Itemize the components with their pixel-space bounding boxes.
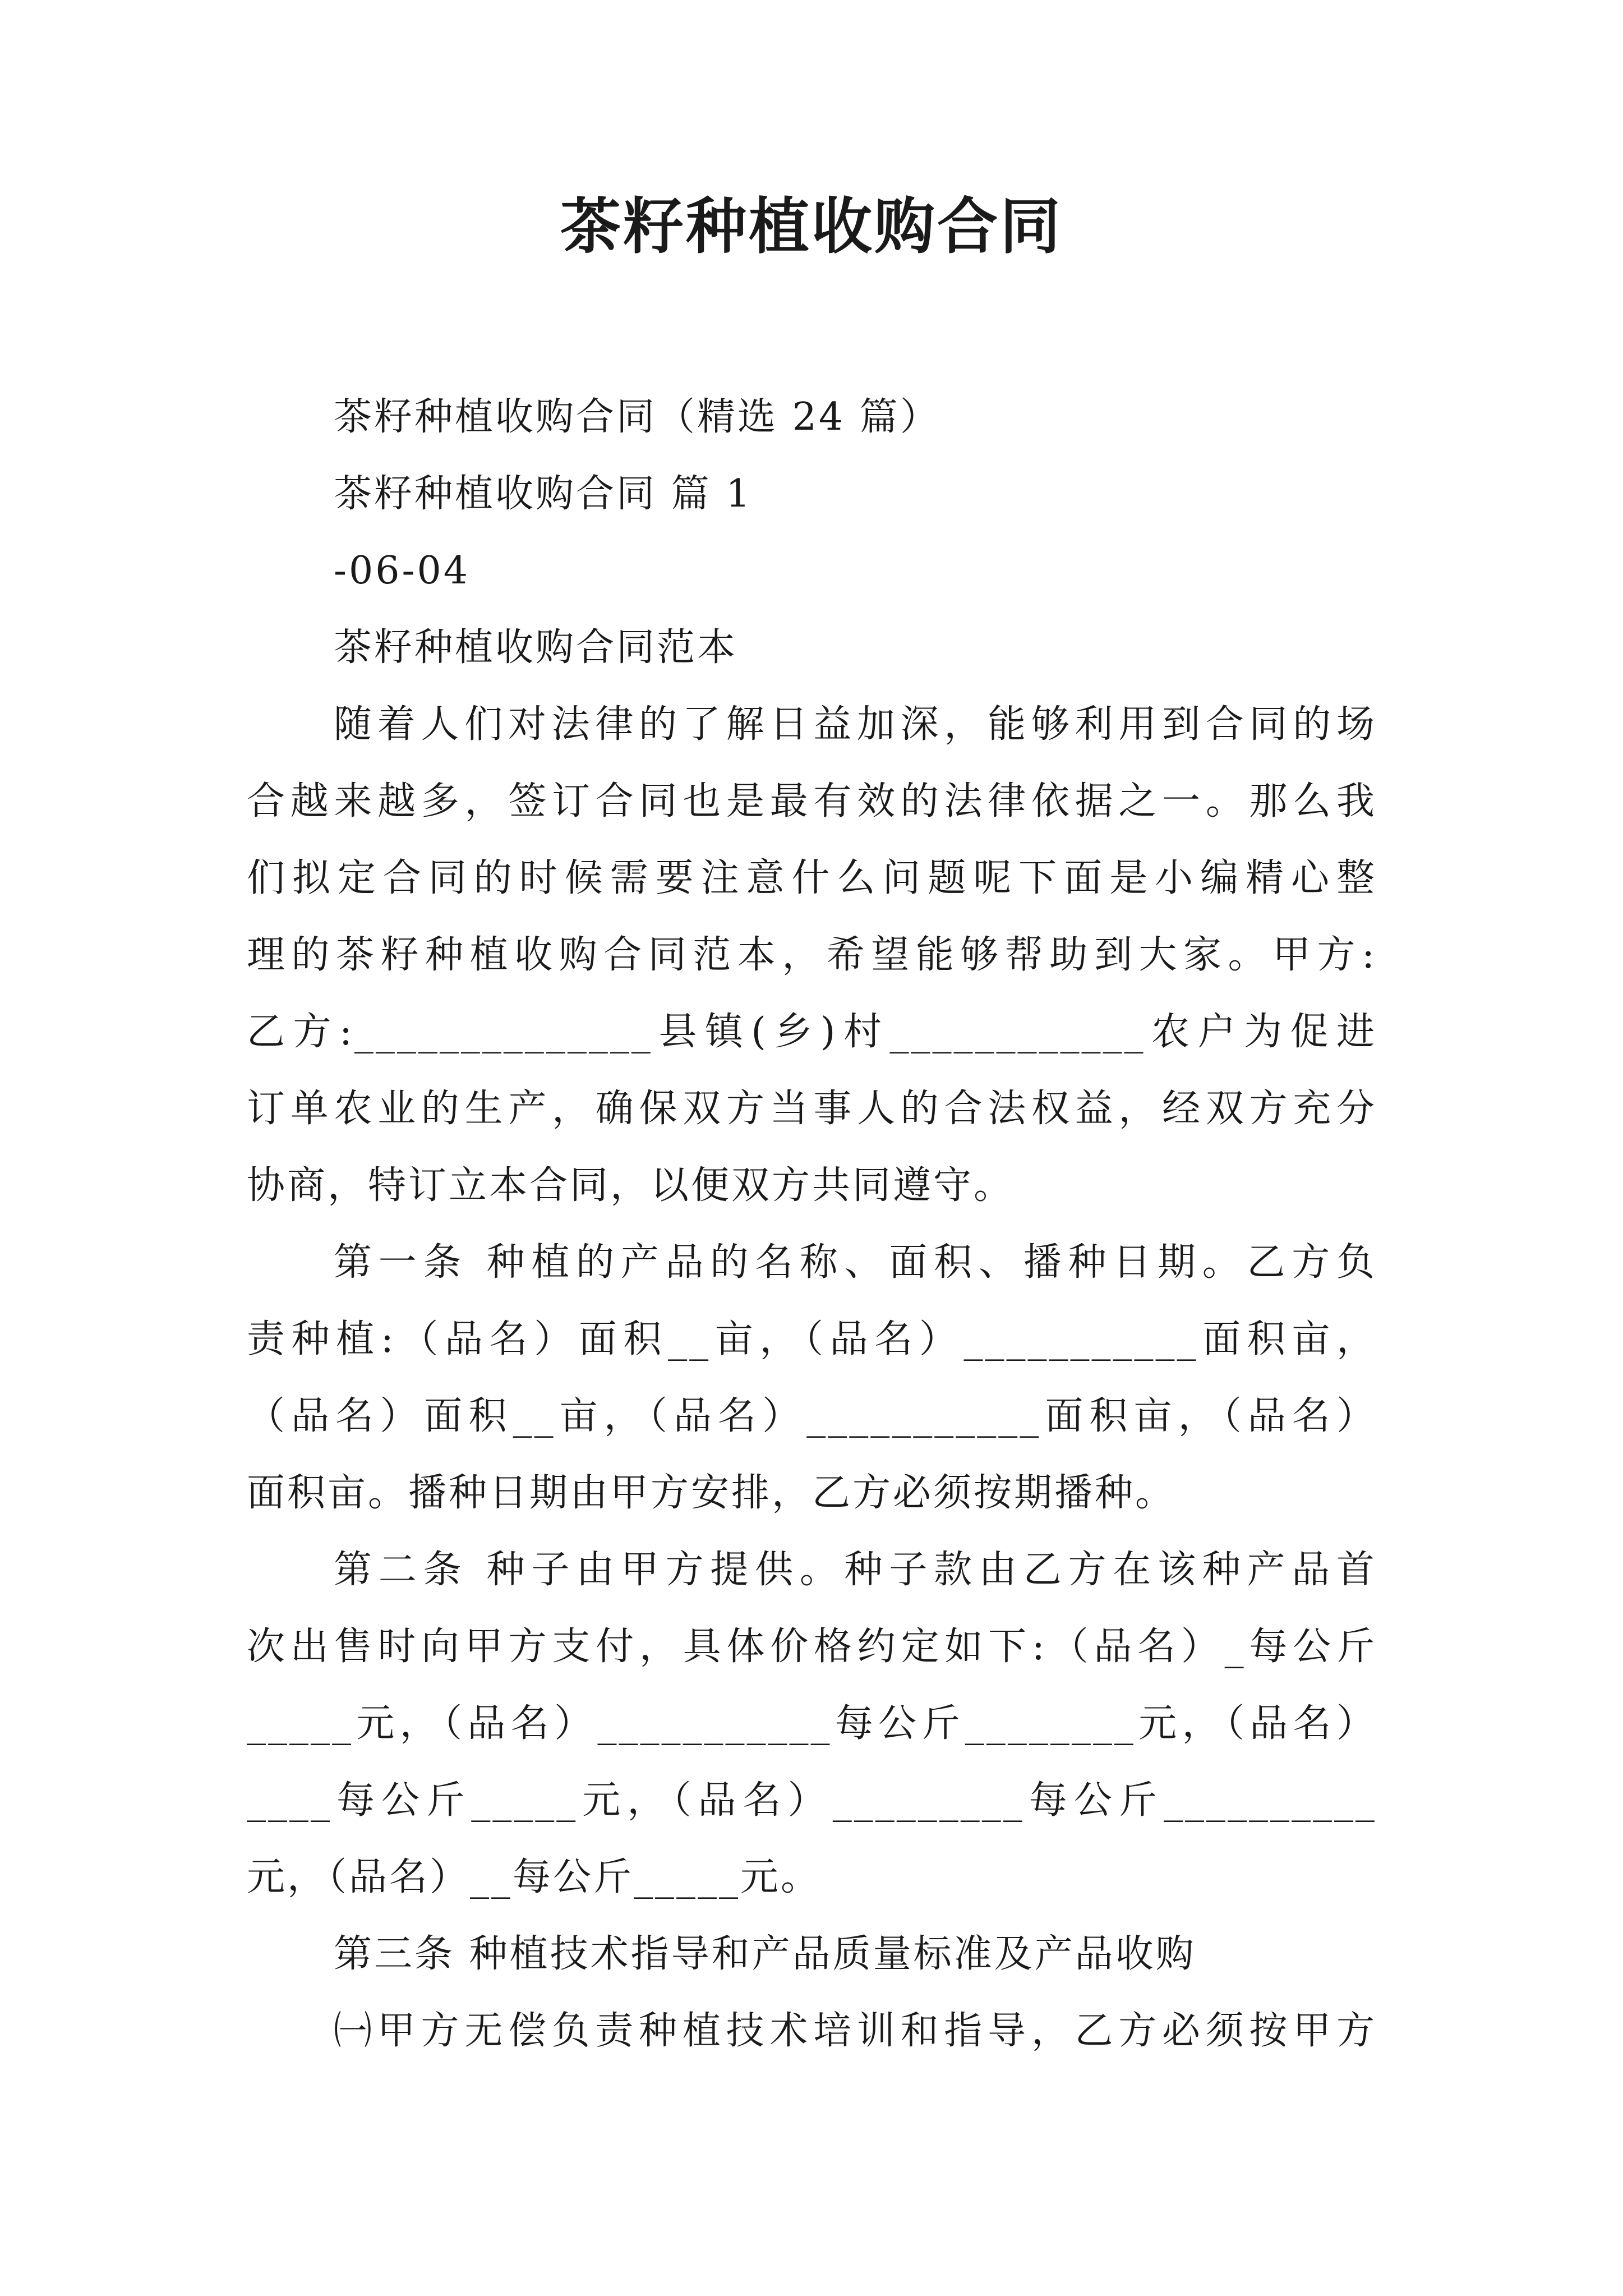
- text-line: ㈠甲方无偿负责种植技术培训和指导，乙方必须按甲方: [334, 2009, 1377, 2053]
- text-line: ____每公斤_____元，（品名）_________每公斤__________: [247, 1778, 1377, 1823]
- text-line: 茶籽种植收购合同（精选 24 篇）: [334, 395, 940, 439]
- text-line: 协商，特订立本合同，以便双方共同遵守。: [247, 1163, 1015, 1208]
- text-line: 乙方:______________县镇(乡)村____________农户为促进: [247, 1010, 1377, 1054]
- document-title: 茶籽种植收购合同: [560, 191, 1063, 262]
- text-line: 订单农业的生产，确保双方当事人的合法权益，经双方充分: [247, 1087, 1377, 1131]
- text-line: 次出售时向甲方支付，具体价格约定如下:（品名）_每公斤: [247, 1625, 1377, 1669]
- text-line: （品名）面积__亩，（品名）___________面积亩，（品名）: [247, 1394, 1377, 1438]
- text-line: -06-04: [334, 549, 471, 593]
- text-line: 第二条 种子由甲方提供。种子款由乙方在该种产品首: [334, 1548, 1377, 1592]
- text-line: 茶籽种植收购合同 篇 1: [334, 472, 753, 516]
- text-line: 责种植:（品名）面积__亩，（品名）___________面积亩，: [247, 1317, 1377, 1361]
- text-line: 理的茶籽种植收购合同范本，希望能够帮助到大家。甲方:: [247, 933, 1377, 977]
- text-line: 随着人们对法律的了解日益加深，能够利用到合同的场: [334, 702, 1377, 747]
- text-line: 第三条 种植技术指导和产品质量标准及产品收购: [334, 1932, 1196, 1976]
- text-line: 元，（品名）__每公斤_____元。: [247, 1855, 822, 1899]
- text-line: 合越来越多，签订合同也是最有效的法律依据之一。那么我: [247, 779, 1377, 823]
- text-line: 面积亩。播种日期由甲方安排，乙方必须按期播种。: [247, 1471, 1176, 1515]
- text-line: 第一条 种植的产品的名称、面积、播种日期。乙方负: [334, 1240, 1377, 1285]
- text-line: 们拟定合同的时候需要注意什么问题呢下面是小编精心整: [247, 856, 1377, 900]
- document-body: [247, 379, 1377, 2069]
- text-line: _____元，（品名）___________每公斤________元，（品名）: [247, 1701, 1377, 1746]
- text-line: 茶籽种植收购合同范本: [334, 625, 738, 670]
